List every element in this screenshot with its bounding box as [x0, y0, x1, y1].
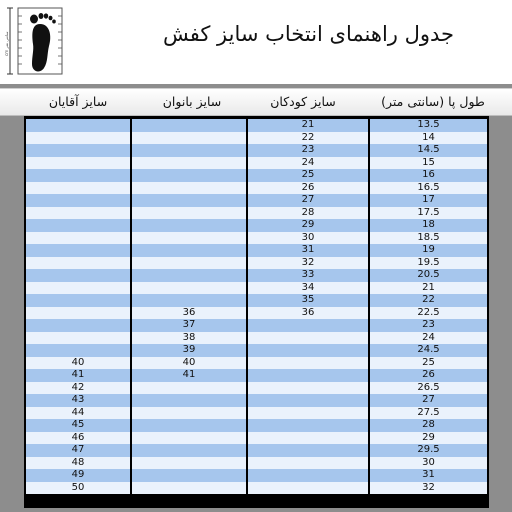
cell-foot-length: 24.5 — [417, 344, 440, 355]
cell-foot-length: 22 — [422, 294, 435, 305]
table-row — [24, 157, 489, 170]
table-row — [24, 207, 489, 220]
table-row — [24, 357, 489, 370]
cell-kids — [248, 319, 368, 332]
cell-men — [26, 269, 130, 282]
cell-men: 41 — [71, 369, 85, 380]
cell-women — [132, 257, 246, 270]
cell-foot-length: 29 — [422, 431, 435, 443]
cell-women: 39 — [182, 344, 196, 355]
cell-men — [26, 194, 130, 207]
cell-men — [26, 169, 130, 182]
table-row — [24, 307, 489, 320]
table-row — [24, 257, 489, 270]
cell-kids: 31 — [301, 244, 315, 255]
cell-kids — [248, 457, 368, 470]
cell-women — [132, 432, 246, 445]
cell-men — [26, 257, 130, 270]
cell-women — [132, 382, 246, 395]
page-header — [0, 0, 512, 84]
table-row — [24, 382, 489, 395]
cell-kids — [248, 344, 368, 357]
cell-kids — [248, 482, 368, 495]
cell-foot-length: 13.5 — [417, 119, 440, 130]
table-header — [0, 88, 512, 116]
ruler-label: cm سانتی متر — [4, 31, 9, 56]
cell-women — [132, 219, 246, 232]
page-title: جدول راهنمای انتخاب سایز کفش — [162, 22, 454, 46]
cell-foot-length: 14.5 — [417, 144, 440, 155]
cell-men — [26, 157, 130, 170]
table-row — [24, 282, 489, 295]
cell-kids: 22 — [301, 131, 315, 143]
cell-men — [26, 332, 130, 345]
table-row — [24, 132, 489, 145]
cell-foot-length: 18.5 — [417, 231, 440, 243]
table-row — [24, 407, 489, 420]
cell-women: 38 — [182, 331, 196, 343]
cell-foot-length: 20.5 — [417, 269, 440, 280]
table-row — [24, 194, 489, 207]
cell-kids: 28 — [301, 206, 315, 218]
table-row — [24, 182, 489, 195]
table-row — [24, 219, 489, 232]
cell-kids: 27 — [301, 194, 315, 205]
column-header-women: سایز بانوان — [162, 94, 222, 109]
cell-foot-length: 23 — [422, 319, 435, 330]
cell-men — [26, 144, 130, 157]
cell-kids: 33 — [301, 269, 315, 280]
cell-kids: 26 — [301, 181, 315, 193]
cell-foot-length: 27.5 — [417, 406, 440, 418]
cell-men: 40 — [71, 356, 85, 368]
cell-foot-length: 18 — [422, 219, 435, 230]
cell-women — [132, 482, 246, 495]
cell-women — [132, 444, 246, 457]
cell-women: 40 — [182, 356, 196, 368]
cell-kids — [248, 444, 368, 457]
cell-men: 47 — [71, 444, 85, 455]
cell-men — [26, 344, 130, 357]
cell-women — [132, 469, 246, 482]
cell-men: 48 — [71, 456, 85, 468]
column-divider — [368, 116, 370, 508]
table-row — [24, 144, 489, 157]
cell-women: 36 — [182, 306, 196, 318]
table-row — [24, 394, 489, 407]
cell-men — [26, 232, 130, 245]
table-row — [24, 369, 489, 382]
column-divider — [246, 116, 248, 508]
size-table — [24, 116, 489, 508]
cell-kids: 24 — [301, 156, 315, 168]
cell-foot-length: 16.5 — [417, 181, 440, 193]
cell-women — [132, 407, 246, 420]
cell-kids — [248, 369, 368, 382]
table-row — [24, 344, 489, 357]
cell-men — [26, 119, 130, 132]
cell-men: 42 — [71, 381, 85, 393]
table-row — [24, 419, 489, 432]
cell-men — [26, 182, 130, 195]
cell-kids — [248, 432, 368, 445]
cell-women — [132, 157, 246, 170]
cell-foot-length: 14 — [422, 131, 435, 143]
cell-kids — [248, 419, 368, 432]
cell-women — [132, 194, 246, 207]
cell-kids: 21 — [301, 119, 315, 130]
table-row — [24, 457, 489, 470]
table-row — [24, 319, 489, 332]
cell-women — [132, 169, 246, 182]
cell-foot-length: 32 — [422, 481, 435, 493]
cell-foot-length: 21 — [422, 281, 435, 293]
cell-women — [132, 419, 246, 432]
cell-women: 41 — [182, 369, 196, 380]
table-row — [24, 269, 489, 282]
cell-men — [26, 282, 130, 295]
column-header-men: سایز آقایان — [48, 94, 108, 109]
cell-women — [132, 244, 246, 257]
cell-men — [26, 132, 130, 145]
cell-kids: 30 — [301, 231, 315, 243]
cell-foot-length: 27 — [422, 394, 435, 405]
cell-men: 44 — [71, 406, 85, 418]
column-header-kids: سایز کودکان — [270, 94, 336, 109]
cell-foot-length: 17 — [422, 194, 435, 205]
cell-women — [132, 144, 246, 157]
cell-kids: 35 — [301, 294, 315, 305]
table-row — [24, 332, 489, 345]
cell-men: 46 — [71, 431, 85, 443]
cell-foot-length: 26 — [422, 369, 435, 380]
cell-foot-length: 17.5 — [417, 206, 440, 218]
table-row — [24, 119, 489, 132]
table-row — [24, 444, 489, 457]
cell-kids — [248, 394, 368, 407]
cell-foot-length: 28 — [422, 419, 435, 430]
cell-men: 45 — [71, 419, 85, 430]
logo — [4, 4, 66, 78]
cell-men: 50 — [71, 481, 85, 493]
cell-foot-length: 26.5 — [417, 381, 440, 393]
cell-women — [132, 132, 246, 145]
cell-kids — [248, 407, 368, 420]
cell-foot-length: 16 — [422, 169, 435, 180]
cell-kids — [248, 332, 368, 345]
table-row — [24, 169, 489, 182]
cell-foot-length: 24 — [422, 331, 435, 343]
cell-kids: 36 — [301, 306, 315, 318]
cell-foot-length: 19 — [422, 244, 435, 255]
cell-men: 49 — [71, 469, 85, 480]
table-row — [24, 244, 489, 257]
column-divider — [130, 116, 132, 508]
cell-kids — [248, 469, 368, 482]
cell-women — [132, 182, 246, 195]
cell-foot-length: 15 — [422, 156, 435, 168]
table-row — [24, 232, 489, 245]
cell-women — [132, 457, 246, 470]
cell-men — [26, 244, 130, 257]
cell-men — [26, 219, 130, 232]
cell-women — [132, 119, 246, 132]
cell-women — [132, 282, 246, 295]
cell-foot-length: 22.5 — [417, 306, 440, 318]
cell-women — [132, 232, 246, 245]
table-row — [24, 469, 489, 482]
cell-women — [132, 294, 246, 307]
cell-foot-length: 25 — [422, 356, 435, 368]
cell-women — [132, 394, 246, 407]
cell-women: 37 — [182, 319, 196, 330]
cell-foot-length: 30 — [422, 456, 435, 468]
cell-men — [26, 207, 130, 220]
cell-kids: 32 — [301, 256, 315, 268]
cell-foot-length: 19.5 — [417, 256, 440, 268]
cell-men — [26, 294, 130, 307]
cell-kids: 34 — [301, 281, 315, 293]
cell-kids — [248, 382, 368, 395]
cell-men: 43 — [71, 394, 85, 405]
cell-foot-length: 31 — [422, 469, 435, 480]
cell-men — [26, 307, 130, 320]
cell-kids: 29 — [301, 219, 315, 230]
footprint-ruler-icon — [4, 4, 66, 78]
cell-women — [132, 269, 246, 282]
cell-kids — [248, 357, 368, 370]
cell-men — [26, 319, 130, 332]
cell-women — [132, 207, 246, 220]
table-row — [24, 294, 489, 307]
cell-kids: 25 — [301, 169, 315, 180]
cell-kids: 23 — [301, 144, 315, 155]
table-row — [24, 432, 489, 445]
column-header-foot-length: طول پا (سانتی متر) — [381, 94, 485, 109]
cell-foot-length: 29.5 — [417, 444, 440, 455]
table-row — [24, 482, 489, 495]
